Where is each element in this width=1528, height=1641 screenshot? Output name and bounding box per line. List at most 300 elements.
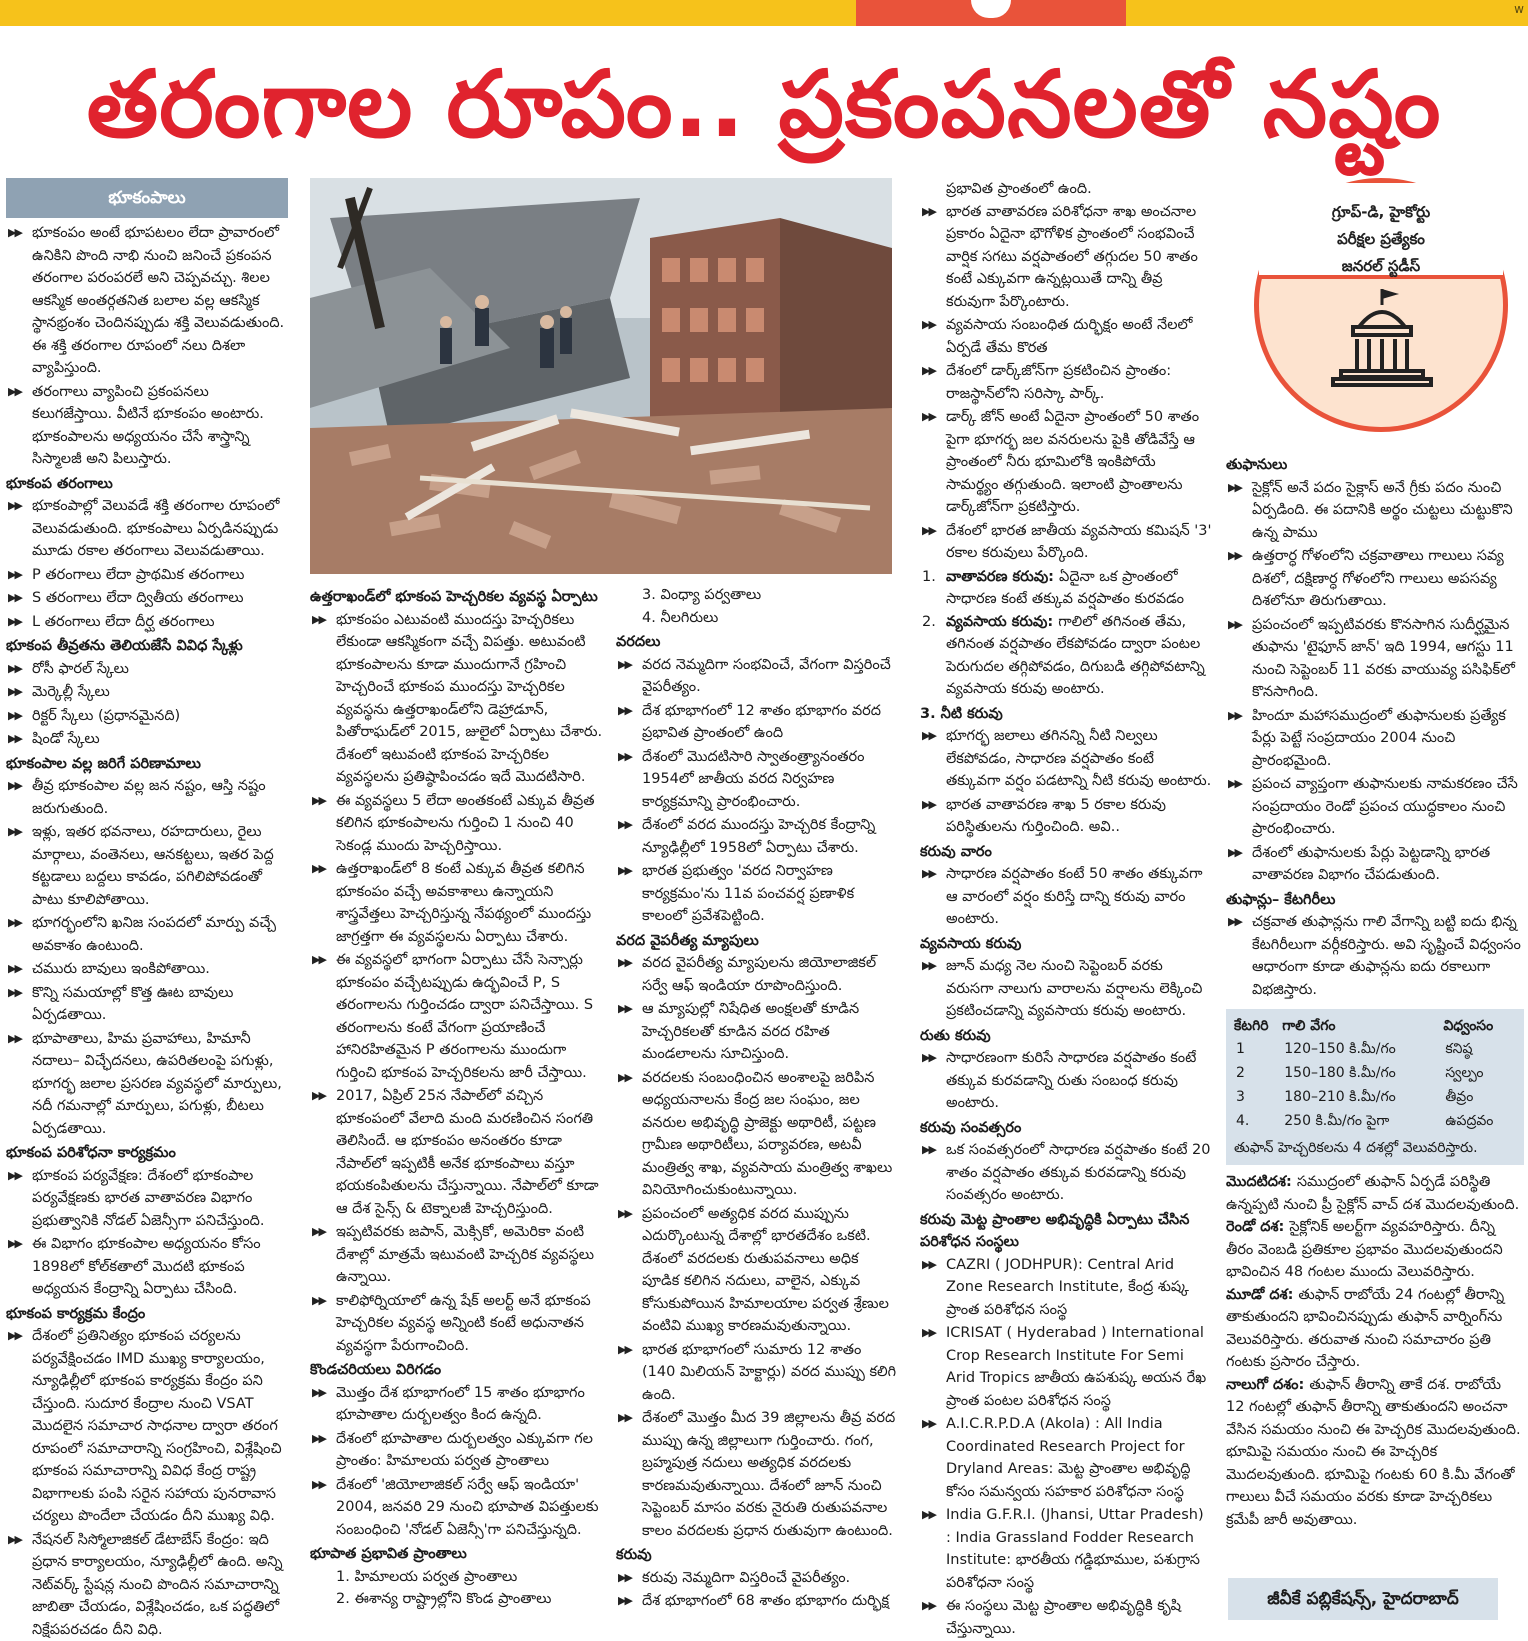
- double-arrow-icon: ▶▶: [922, 725, 935, 748]
- list-item: [920, 360, 1212, 405]
- site-mark: w: [1514, 2, 1524, 16]
- list-item-text: ఈ వ్యవస్థలు 5 లేదా అంతకంటే ఎక్కువ తీవ్రత కలిగిన భూకంపాలను గుర్తించి 1 నుంచి 40 సెకండ్ల ముందు హెచ్చరిస్తాయి.: [336, 793, 595, 854]
- list-item: [616, 1339, 898, 1407]
- list-item-text: తీవ్ర భూకంపాల వల్ల జన నష్టం, ఆస్తి నష్టం జరుగుతుంది.: [32, 778, 266, 817]
- item-number: 2.: [922, 611, 936, 634]
- double-arrow-icon: ▶▶: [8, 912, 21, 935]
- double-arrow-icon: ▶▶: [1228, 773, 1241, 796]
- subheading-scales: భూకంప తీవ్రతను తెలియజేసే వివిధ స్కేళ్లు: [6, 635, 288, 658]
- intro-list: [6, 222, 288, 471]
- list-item: [6, 1325, 288, 1528]
- double-arrow-icon: ▶▶: [8, 958, 21, 981]
- list-item: [920, 1139, 1212, 1207]
- table-header-cell: కేటగిరి: [1234, 1015, 1282, 1037]
- list-item: [310, 1221, 610, 1289]
- list-item-text: A.I.C.R.P.D.A (Akola) : All India Coordinated Research Project for Dryland Areas: మెట్ట ప్రాంతాల అభివృద్ధి కోసం సమన్వయ సహకార పరిశోధనా సంస్థ: [946, 1416, 1191, 1500]
- agri-list: [920, 955, 1212, 1023]
- item-text: ఏదైనా ఒక ప్రాంతంలో సాధారణ కంటే తక్కువ వర్షపాతం కురవడం: [946, 569, 1184, 608]
- list-item: [6, 1233, 288, 1301]
- research-list: [6, 1165, 288, 1301]
- subheading-drought-year: కరువు సంవత్సరం: [920, 1117, 1212, 1140]
- list-item-text: దేశంలో తుఫానులకు పేర్లు పెట్టడాన్ని భారత వాతావరణ విభాగం చేపడుతుంది.: [1252, 845, 1490, 884]
- list-item-text: దేశంలో 'జియోలాజికల్‌ సర్వే ఆఫ్‌ ఇండియా' 2004, జనవరి 29 నుంచి భూపాత విపత్తులకు సంబంధించి 'నోడల్‌ ఏజెన్సీ'గా పనిచేస్తున్నది.: [336, 1477, 598, 1538]
- list-item-text: రోసీ ఫారల్‌ స్కేలు: [32, 661, 129, 677]
- double-arrow-icon: ▶▶: [8, 1165, 21, 1188]
- section-bar-earthquakes: భూకంపాలు: [6, 178, 288, 218]
- double-arrow-icon: ▶▶: [922, 1504, 935, 1527]
- double-arrow-icon: ▶▶: [922, 1139, 935, 1162]
- badge-line-3: జనరల్‌ స్టడీస్‌: [1259, 253, 1503, 280]
- list-item-text: దేశంలో డార్క్‌జోన్‌గా ప్రకటించిన ప్రాంతం: రాజస్థాన్‌లోని సరిస్కా పార్క్‌.: [946, 363, 1171, 402]
- list-item-text: చక్రవాత తుఫాన్లను గాలి వేగాన్ని బట్టి ఐదు భిన్న కేటగిరీలుగా వర్గీకరిస్తారు. అవి సృష్టించే విధ్వంసం ఆధారంగా కూడా తుఫాన్లను ఐదు రకాలుగా విభజిస్తారు.: [1252, 914, 1521, 998]
- list-item: [616, 998, 898, 1066]
- double-arrow-icon: ▶▶: [922, 1322, 935, 1345]
- subheading-cyclones: తుఫానులు: [1226, 454, 1524, 477]
- warning-list: [310, 609, 610, 1358]
- list-item: [6, 982, 288, 1027]
- list-item-text: దేశ భూభాగంలో 12 శాతం భూభాగం వరద ప్రభావిత ప్రాంతంలో ఉంది: [642, 703, 881, 742]
- subheading-centre: భూకంప కార్యక్రమ కేంద్రం: [6, 1303, 288, 1326]
- table-cell: 3: [1234, 1085, 1282, 1109]
- top-bar-circle: [971, 0, 1011, 18]
- double-arrow-icon: ▶▶: [8, 611, 21, 634]
- list-item: [920, 863, 1212, 931]
- subheading-season-drought: రుతు కరువు: [920, 1025, 1212, 1048]
- table-row: [1234, 1109, 1516, 1133]
- list-item-text: ఈ విభాగం భూకంపాల అధ్యయనం కోసం 1898లో కోల్‌కతాలో మొదటి భూకంప అధ్యయన కేంద్రాన్ని ఏర్పాటు చేసింది.: [32, 1236, 261, 1297]
- list-item: [616, 860, 898, 928]
- table-body: [1234, 1037, 1516, 1133]
- subheading-affected: భూపాత ప్రభావిత ప్రాంతాలు: [310, 1543, 610, 1566]
- double-arrow-icon: ▶▶: [922, 314, 935, 337]
- list-item-text: సైక్లోన్‌ అనే పదం సైక్లాస్‌ అనే గ్రీకు పదం నుంచి ఏర్పడింది. ఈ పదానికి అర్థం చుట్టలు చుట్టుకొని ఉన్న పాము: [1252, 480, 1513, 541]
- double-arrow-icon: ▶▶: [922, 201, 935, 224]
- double-arrow-icon: ▶▶: [618, 654, 631, 677]
- double-arrow-icon: ▶▶: [8, 705, 21, 728]
- double-arrow-icon: ▶▶: [618, 700, 631, 723]
- list-item-text: India G.F.R.I. (Jhansi, Uttar Pradesh) : India Grassland Fodder Research Institute: భారతీయ గడ్డిభూముల, పశుగ్రాస పరిశోధనా సంస్థ: [946, 1507, 1204, 1591]
- list-item: [616, 1203, 898, 1338]
- double-arrow-icon: ▶▶: [1228, 614, 1241, 637]
- labeled-item: [920, 611, 1212, 701]
- table-cell: 1: [1234, 1037, 1282, 1061]
- double-arrow-icon: ▶▶: [1228, 545, 1241, 568]
- affected-cont-list: [616, 584, 898, 629]
- list-item: [616, 1590, 898, 1613]
- item-label: రెండో దశ:: [1226, 1219, 1289, 1235]
- item-text: సముద్రంలో తుఫాన్‌ ఏర్పడే పరిస్థితి ఉన్నప్పటి నుంచి ప్రీ సైక్లోన్‌ వాచ్‌ దశ మొదలవుతుంది.: [1226, 1174, 1519, 1213]
- list-item-text: సాధారణ వర్షపాతం కంటే 50 శాతం తక్కువగా ఆ వారంలో వర్షం కురిస్తే దాన్ని కరువు వారం అంటారు.: [946, 866, 1202, 927]
- week-list: [920, 863, 1212, 931]
- table-row: [1234, 1085, 1516, 1109]
- list-item: [920, 1254, 1212, 1322]
- subheading-agri-drought: వ్యవసాయ కరువు: [920, 933, 1212, 956]
- list-item: [920, 1595, 1212, 1640]
- item-label: నాలుగో దశం:: [1226, 1377, 1309, 1393]
- column-earthquakes: [6, 178, 288, 1618]
- list-item-text: ఉత్తరార్ధ గోళంలోని చక్రవాతాలు గాలులు సవ్య దిశలో, దక్షిణార్ధ గోళంలోని గాలులు అపసవ్య దిశలోనూ తిరుగుతాయి.: [1252, 548, 1504, 609]
- list-item-text: ప్రపంచ వ్యాప్తంగా తుఫానులకు నామకరణం చేసే సంప్రదాయం రెండో ప్రపంచ యుద్ధకాలం నుంచి ప్రారంభించారు.: [1252, 776, 1518, 837]
- list-item: [6, 1529, 288, 1641]
- double-arrow-icon: ▶▶: [8, 222, 21, 245]
- season-list: [920, 1047, 1212, 1115]
- list-item-text: దేశంలో వరద ముందస్తు హెచ్చరిక కేంద్రాన్ని న్యూఢిల్లీలో 1958లో ఏర్పాటు చేశారు.: [642, 817, 875, 856]
- double-arrow-icon: ▶▶: [618, 952, 631, 975]
- table-note: తుఫాన్‌ హెచ్చరికలను 4 దశల్లో వెలువరిస్తారు.: [1234, 1137, 1516, 1159]
- item-text: సైక్లోనిక్‌ అలర్ట్‌గా వ్యవహరిస్తారు. దీన్ని తీరం వెంబడి ప్రతికూల ప్రభావం మొదలవుతుందని భావించిన 48 గంటల ముందు వెలువరిస్తారు.: [1226, 1219, 1503, 1280]
- list-item: [1226, 705, 1524, 773]
- double-arrow-icon: ▶▶: [8, 821, 21, 844]
- item-text: తుఫాన్‌ రాబోయే 24 గంటల్లో తీరాన్ని తాకుతుందని భావించినప్పుడు తుఫాన్‌ వార్నింగ్‌ను వెలువరిస్తారు. తరువాత నుంచి సమాచారం ప్రతి గంటకు ప్రసారం చేస్తారు.: [1226, 1287, 1504, 1371]
- drought-cont: ప్రభావిత ప్రాంతంలో ఉంది.: [920, 178, 1212, 201]
- double-arrow-icon: ▶▶: [8, 495, 21, 518]
- effects-list: [6, 775, 288, 1140]
- list-item: [920, 1047, 1212, 1115]
- list-item: [6, 1165, 288, 1233]
- list-item-text: చమురు బావులు ఇంకిపోతాయి.: [32, 961, 210, 977]
- list-item-text: షిండో స్కేలు: [32, 731, 100, 747]
- list-item: [6, 222, 288, 380]
- double-arrow-icon: ▶▶: [312, 609, 325, 632]
- list-item-text: భూగర్భంలోని ఖనిజ సంపదలో మార్పు వచ్చే అవకాశం ఉంటుంది.: [32, 915, 276, 954]
- item-text: గాలిలో తగినంత తేమ, తగినంత వర్షపాతం లేకపోవడం ద్వారా పంటల పెరుగుదల తగ్గిపోవడం, దిగుబడి తగ్గిపోవటాన్ని వ్యవసాయ కరువు అంటారు.: [946, 614, 1205, 698]
- double-arrow-icon: ▶▶: [618, 860, 631, 883]
- list-item-text: ప్రపంచంలో అత్యధిక వరద ముప్పును ఎదుర్కొంటున్న దేశాల్లో భారతదేశం ఒకటి. దేశంలో వరదలకు రుతుపవనాలు అధిక పూడిక కలిగిన నదులు, వాలైన, ఎక్కువ కోసుకుపోయిన హిమాలయాల పర్వత శ్రేణుల వంటివి ముఖ్య కారణమవుతున్నాయి.: [642, 1206, 889, 1335]
- list-item-text: భారత వాతావరణ శాఖ 5 రకాల కరువు పరిస్థితులను గుర్తించింది. అవి..: [946, 797, 1166, 836]
- list-item-text: వరద నెమ్మదిగా సంభవించే, వేగంగా విస్తరించే వైపరీత్యం.: [642, 657, 891, 696]
- list-item-text: రిక్టర్‌ స్కేలు (ప్రధానమైనది): [32, 708, 180, 724]
- table-cell: 120–150 కి.మీ/గం: [1282, 1037, 1443, 1061]
- double-arrow-icon: ▶▶: [618, 1339, 631, 1362]
- double-arrow-icon: ▶▶: [312, 1290, 325, 1313]
- list-item-text: భూకంపం అంటే భూపటలం లేదా ప్రావారంలో ఉనికిని పొంది నాభి నుంచి జనించే ప్రకంపన తరంగాల పరంపరలే అని చెప్పవచ్చు. శిలల ఆకస్మిక అంతర్గతనిత బలాల వల్ల ఆకస్మిక స్థానభ్రంశం చెందినప్పుడు శక్తి వెలువడుతుంది. ఈ శక్తి తరంగాల రూపంలో నలు దిశలా వ్యాపిస్తుంది.: [32, 225, 284, 376]
- list-item: [1226, 911, 1524, 1001]
- list-item: 2. ఈశాన్య రాష్ట్రాల్లోని కొండ ప్రాంతాలు: [310, 1588, 610, 1611]
- double-arrow-icon: ▶▶: [8, 1325, 21, 1348]
- list-item-text: ఈ సంస్థలు మెట్ట ప్రాంతాల అభివృద్ధికి కృషి చేస్తున్నాయి.: [946, 1598, 1181, 1637]
- double-arrow-icon: ▶▶: [8, 587, 21, 610]
- labeled-item: [1226, 1374, 1524, 1532]
- list-item-text: వరదలకు సంబంధించిన అంశాలపై జరిపిన అధ్యయనాలను కేంద్ర జల సంఘం, జల వనరుల అభివృద్ధి ప్రాజెక్టు అథారిటీ, పట్టణ గ్రామీణ అథారిటీలు, పర్యావరణ, అటవీ మంత్రిత్వ శాఖ, వ్యవసాయ మంత్రిత్వ శాఖలు వినియోగించుకుంటున్నాయి.: [642, 1070, 892, 1199]
- double-arrow-icon: ▶▶: [922, 406, 935, 429]
- list-item: [6, 564, 288, 587]
- item-label: వాతావరణ కరువు:: [946, 569, 1059, 585]
- subheading-water-drought: 3. నీటి కరువు: [920, 703, 1212, 726]
- double-arrow-icon: ▶▶: [8, 1028, 21, 1051]
- list-item-text: వరద వైపరీత్య మ్యాపులను జియోలాజికల్‌ సర్వే ఆఫ్‌ ఇండియా రూపొందిస్తుంది.: [642, 955, 876, 994]
- double-arrow-icon: ▶▶: [312, 1474, 325, 1497]
- double-arrow-icon: ▶▶: [922, 360, 935, 383]
- list-item-text: దేశంలో మొత్తం మీద 39 జిల్లాలను తీవ్ర వరద ముప్పు ఉన్న జిల్లాలుగా గుర్తించారు. గంగ, బ్రహ్మపుత్ర నదులు అత్యధిక వరదలకు కారణమవుతున్నాయి. దేశంలో జూన్‌ నుంచి సెప్టెంబర్‌ మాసం వరకు నైరుతి రుతుపవనాల కాలం వరదలకు ప్రధాన రుతువుగా ఉంటుంది.: [642, 1410, 895, 1539]
- badge-text: [1259, 183, 1503, 279]
- list-item-text: ఆ మ్యాపుల్లో నిషేధిత అంక్షలతో కూడిన హెచ్చరికలతో కూడిన వరద రహిత మండలాలను సూచిస్తుంది.: [642, 1001, 859, 1062]
- floods-list: [616, 654, 898, 928]
- list-item-text: ఉత్తరాఖండ్‌లో 8 కంటే ఎక్కువ తీవ్రత కలిగిన భూకంపం వచ్చే అవకాశాలు ఉన్నాయని శాస్త్రవేత్తలు హెచ్చరిస్తున్న నేపథ్యంలో ముందస్తు జాగ్రత్తగా ఈ వ్యవస్థలను ఏర్పాటు చేశారు.: [336, 861, 591, 945]
- labeled-item: [1226, 1171, 1524, 1216]
- list-item: [920, 1413, 1212, 1503]
- double-arrow-icon: ▶▶: [8, 658, 21, 681]
- warning-stages-list: [1226, 1171, 1524, 1531]
- double-arrow-icon: ▶▶: [8, 982, 21, 1005]
- list-item: [6, 1028, 288, 1141]
- list-item-text: భూగర్భ జలాలు తగినన్ని నీటి నిల్వలు లేకపోవడం, సాధారణ వర్షపాతం కంటే తక్కువగా వర్షం పడటాన్ని నీటి కరువు అంటారు.: [946, 728, 1211, 789]
- list-item: [1226, 773, 1524, 841]
- double-arrow-icon: ▶▶: [312, 858, 325, 881]
- table-cell: ఉపద్రవం: [1443, 1109, 1516, 1133]
- list-item-text: ప్రపంచంలో ఇప్పటివరకు కొనసాగిన సుదీర్ఘమైన తుఫాను 'టైఫూన్‌ జాన్‌' ఇది 1994, ఆగస్టు 11 నుంచి సెప్టెంబర్‌ 11 వరకు వాయువ్య పసిఫిక్‌లో కొనసాగింది.: [1252, 617, 1515, 701]
- list-item-text: ICRISAT ( Hyderabad ) International Crop Research Institute For Semi Arid Tropics జాతీయ ఉపశుష్క అయన రేఖ ప్రాంత పంటల పరిశోధన సంస్థ: [946, 1325, 1206, 1409]
- list-item: [1226, 842, 1524, 887]
- capitol-building-icon: [1327, 287, 1437, 387]
- subheading-floods: వరదలు: [616, 631, 898, 654]
- list-item: [310, 858, 610, 948]
- double-arrow-icon: ▶▶: [8, 775, 21, 798]
- item-number: 1.: [922, 566, 936, 589]
- table-row: [1234, 1037, 1516, 1061]
- list-item-text: భారత వాతావరణ పరిశోధనా శాఖ అంచనాల ప్రకారం ఏదైనా భౌగోళిక ప్రాంతంలో సంభవించే వార్షిక సగటు వర్షపాతంలో తగ్గుదల 50 శాతం కంటే ఎక్కువగా ఉన్నట్లయితే దాన్ని తీవ్ర కరువుగా పేర్కొంటారు.: [946, 204, 1198, 310]
- list-item: [310, 1474, 610, 1542]
- double-arrow-icon: ▶▶: [618, 1407, 631, 1430]
- double-arrow-icon: ▶▶: [8, 381, 21, 404]
- list-item-text: P తరంగాలు లేదా ప్రాథమిక తరంగాలు: [32, 567, 244, 583]
- list-item-text: డార్క్‌ జోన్‌ అంటే ఏదైనా ప్రాంతంలో 50 శాతం పైగా భూగర్భ జల వనరులను పైకి తోడివేస్తే ఆ ప్రాంతంలో నీరు భూమిలోకి ఇంకిపోయే సామర్థ్యం తగ్గుతుంది. ఇలాంటి ప్రాంతాలను డార్క్‌జోన్‌గా ప్రకటిస్తారు.: [946, 409, 1199, 515]
- list-item: [6, 381, 288, 471]
- list-item: [6, 587, 288, 610]
- list-item-text: భూకంపాల్లో వెలువడే శక్తి తరంగాల రూపంలో వెలువడుతుంది. భూకంపాలు ఏర్పడినప్పుడు మూడు రకాల తరంగాలు వెలువడుతాయి.: [32, 498, 279, 559]
- collapsed-building-photo: [310, 178, 892, 574]
- categories-list: [1226, 911, 1524, 1001]
- list-item: [310, 1428, 610, 1473]
- table-row: [1234, 1061, 1516, 1085]
- double-arrow-icon: ▶▶: [922, 794, 935, 817]
- list-item: [310, 1382, 610, 1427]
- double-arrow-icon: ▶▶: [922, 1413, 935, 1436]
- labeled-item: [920, 566, 1212, 611]
- list-item: [6, 728, 288, 751]
- double-arrow-icon: ▶▶: [922, 1047, 935, 1070]
- list-item-text: L తరంగాలు లేదా దీర్ఘ తరంగాలు: [32, 614, 214, 630]
- list-item: [310, 609, 610, 789]
- maps-list: [616, 952, 898, 1542]
- scales-list: [6, 658, 288, 751]
- list-item: [6, 681, 288, 704]
- double-arrow-icon: ▶▶: [618, 1203, 631, 1226]
- list-item: [6, 495, 288, 563]
- labeled-item: [1226, 1284, 1524, 1374]
- double-arrow-icon: ▶▶: [312, 1085, 325, 1108]
- item-label: మొదటిదశ:: [1226, 1174, 1297, 1190]
- list-item: [920, 1504, 1212, 1594]
- double-arrow-icon: ▶▶: [1228, 705, 1241, 728]
- column-warning-system: [310, 584, 610, 1618]
- list-item-text: భారత భూభాగంలో సుమారు 12 శాతం (140 మిలియన్‌ హెక్టార్లు) వరద ముప్పు కలిగి ఉంది.: [642, 1342, 896, 1403]
- subheading-landslides: కొండచరియలు విరిగడం: [310, 1359, 610, 1382]
- double-arrow-icon: ▶▶: [618, 1567, 631, 1590]
- cyclone-category-table: [1226, 1009, 1524, 1165]
- list-item: [310, 1290, 610, 1358]
- list-item: [920, 314, 1212, 359]
- list-item-text: కొన్ని సమయాల్లో కొత్త ఊట బావులు ఏర్పడతాయి.: [32, 985, 233, 1024]
- list-item-text: భూపాతాలు, హిమ ప్రవాహాలు, హిమానీ నదాలు– విచ్ఛేదనలు, ఉపరితలంపై పగుళ్లు, భూగర్భ జలాల ప్రసరణ వ్యవస్థలో మార్పులు, నదీ గమనాల్లో మార్పులు, పగుళ్లు, బీటలు ఏర్పడతాయి.: [32, 1031, 282, 1137]
- list-item-text: వ్యవసాయ సంబంధిత దుర్భిక్షం అంటే నేలలో ఏర్పడే తేమ కొరత: [946, 317, 1192, 356]
- double-arrow-icon: ▶▶: [922, 1595, 935, 1618]
- double-arrow-icon: ▶▶: [8, 1233, 21, 1256]
- list-item-text: తరంగాలు వ్యాపించి ప్రకంపనలు కలుగజేస్తాయి. వీటినే భూకంపం అంటారు. భూకంపాలను అధ్యయనం చేసే శాస్త్రాన్ని సిస్మాలజీ అని పిలుస్తారు.: [32, 384, 264, 468]
- list-item-text: దేశంలో భారత జాతీయ వ్యవసాయ కమిషన్‌ '3' రకాల కరువులు పేర్కొంది.: [946, 523, 1211, 562]
- double-arrow-icon: ▶▶: [618, 1067, 631, 1090]
- list-item: [6, 611, 288, 634]
- column-floods: [616, 584, 898, 1618]
- double-arrow-icon: ▶▶: [618, 1590, 631, 1613]
- list-item: 3. వింధ్యా పర్వతాలు: [616, 584, 898, 607]
- list-item: [310, 1085, 610, 1220]
- list-item-text: కాలిఫోర్నియాలో ఉన్న షేక్‌ అలర్ట్‌ అనే భూకంప హెచ్చరికల వ్యవస్థ అన్నింటి కంటే అధునాతన వ్యవస్థగా పేరుగాంచింది.: [336, 1293, 591, 1354]
- institutes-list: [920, 1254, 1212, 1641]
- list-item: [6, 658, 288, 681]
- table-cell: 150–180 కి.మీ/గం: [1282, 1061, 1443, 1085]
- list-item: [920, 794, 1212, 839]
- list-item-text: భూకంప పర్యవేక్షణ: దేశంలో భూకంపాల పర్యవేక్షణకు భారత వాతావరణ విభాగం ప్రభుత్వానికి నోడల్‌ ఏజెన్సీగా పనిచేస్తుంది.: [32, 1168, 265, 1229]
- double-arrow-icon: ▶▶: [922, 520, 935, 543]
- list-item: [616, 952, 898, 997]
- badge-line-2: పరీక్షల ప్రత్యేకం: [1259, 226, 1503, 253]
- top-bar-tab: [856, 0, 1126, 26]
- list-item-text: మొత్తం దేశ భూభాగంలో 15 శాతం భూభాగం భూపాతాల దుర్బలత్వం కింద ఉన్నది.: [336, 1385, 585, 1424]
- list-item: [920, 406, 1212, 519]
- list-item: [616, 700, 898, 745]
- drought-types-list: [920, 566, 1212, 701]
- badge-line-1: గ్రూప్‌-డి, హైకోర్టు: [1259, 199, 1503, 226]
- list-item-text: భారత ప్రభుత్వం 'వరద నిర్వాహణ కార్యక్రమం'ను 11వ పంచవర్ష ప్రణాళిక కాలంలో ప్రవేశపెట్టింది.: [642, 863, 854, 924]
- double-arrow-icon: ▶▶: [8, 728, 21, 751]
- list-item-text: ఒక సంవత్సరంలో సాధారణ వర్షపాతం కంటే 20 శాతం వర్షపాతం తక్కువ కురవడాన్ని కరువు సంవత్సరం అంటారు.: [946, 1142, 1210, 1203]
- drought-items-list: [920, 201, 1212, 565]
- drought-list: [616, 1567, 898, 1613]
- list-item-text: ఇప్పటివరకు జపాన్‌, మెక్సికో, అమెరికా వంటి దేశాల్లో మాత్రమే ఇటువంటి హెచ్చరిక వ్యవస్థలు ఉన్నాయి.: [336, 1224, 594, 1285]
- year-list: [920, 1139, 1212, 1207]
- list-item: [920, 955, 1212, 1023]
- table-cell: 4.: [1234, 1109, 1282, 1133]
- list-item-text: మెర్కెల్లీ స్కేలు: [32, 684, 110, 700]
- double-arrow-icon: ▶▶: [922, 1254, 935, 1277]
- list-item: [1226, 545, 1524, 613]
- list-item-text: ఇళ్లు, ఇతర భవనాలు, రహదారులు, రైలు మార్గాలు, వంతెనలు, ఆనకట్టలు, ఇతర పెద్ద కట్టడాలు బద్దలు కావడం, పగిలిపోవడంతో పాటు కూలిపోతాయి.: [32, 824, 274, 908]
- item-label: వ్యవసాయ కరువు:: [946, 614, 1058, 630]
- subheading-maps: వరద వైపరీత్య మ్యాపులు: [616, 930, 898, 953]
- subheading-institutes: కరువు మెట్ట ప్రాంతాల అభివృద్ధికి ఏర్పాటు చేసిన పరిశోధన సంస్థలు: [920, 1209, 1212, 1254]
- double-arrow-icon: ▶▶: [922, 863, 935, 886]
- item-label: మూడో దశ:: [1226, 1287, 1298, 1303]
- list-item-text: భూకంపం ఎటువంటి ముందస్తు హెచ్చరికలు లేకుండా ఆకస్మికంగా వచ్చే విపత్తు. అటువంటి భూకంపాలను కూడా ముందుగానే గ్రహించి హెచ్చరించే భూకంప ముందస్తు హెచ్చరికల వ్యవస్థను ఉత్తరాఖండ్‌లోని డెహ్రాడూన్‌, పితోరాఘడ్‌లో 2015, జులైలో ఏర్పాటు చేశారు. దేశంలో ఇటువంటి భూకంప హెచ్చరికల వ్యవస్థలను ప్రతిష్ఠాపించడం ఇదే మొదటిసారి.: [336, 612, 602, 786]
- exam-special-badge: [1254, 178, 1508, 432]
- subheading-categories: తుఫాన్లు– కేటగిరీలు: [1226, 889, 1524, 912]
- column-cyclones: [1226, 452, 1524, 1572]
- double-arrow-icon: ▶▶: [1228, 477, 1241, 500]
- publisher-credit: జీవీకే పబ్లికేషన్స్‌, హైదరాబాద్‌: [1228, 1578, 1498, 1620]
- double-arrow-icon: ▶▶: [312, 1221, 325, 1244]
- column-drought: [920, 178, 1212, 1618]
- list-item: [6, 912, 288, 957]
- subheading-drought-week: కరువు వారం: [920, 841, 1212, 864]
- list-item: [310, 790, 610, 858]
- cyclones-list: [1226, 477, 1524, 887]
- double-arrow-icon: ▶▶: [922, 955, 935, 978]
- double-arrow-icon: ▶▶: [618, 746, 631, 769]
- double-arrow-icon: ▶▶: [1228, 911, 1241, 934]
- list-item: [1226, 477, 1524, 545]
- labeled-item: [1226, 1216, 1524, 1284]
- table-cell: 180–210 కి.మీ/గం: [1282, 1085, 1443, 1109]
- list-item-text: 2017, ఏప్రిల్‌ 25న నేపాల్‌లో వచ్చిన భూకంపంలో వేలాది మంది మరణించిన సంగతి తెలిసిందే. ఆ భూకంపం అనంతరం కూడా నేపాల్‌లో ఇప్పటికీ అనేక భూకంపాలు వస్తూ భయకంపితులను చేస్తున్నాయి. నేపాల్‌లో కూడా ఆ దేశ సైన్స్‌ & టెక్నాలజీ హెచ్చరిస్తుంది.: [336, 1088, 599, 1217]
- list-item-text: సాధారణంగా కురిసే సాధారణ వర్షపాతం కంటే తక్కువ కురవడాన్ని రుతు సంబంధ కరువు అంటారు.: [946, 1050, 1196, 1111]
- list-item-text: ఈ వ్యవస్థలో భాగంగా ఏర్పాటు చేసే సెన్సార్లు భూకంపం వచ్చేటప్పుడు ఉద్భవించే P, S తరంగాలను గుర్తించడం ద్వారా పనిచేస్తాయి. S తరంగాలను కంటే వేగంగా ప్రయాణించే హానిరహితమైన P తరంగాలను ముందుగా గుర్తించి భూకంప హెచ్చరికలను జారీ చేస్తాయి.: [336, 952, 593, 1081]
- headline: తరంగాల రూపం.. ప్రకంపనలతో నష్టం: [24, 40, 1504, 170]
- list-item: [920, 201, 1212, 314]
- affected-list: [310, 1566, 610, 1611]
- subheading-warning-system: ఉత్తరాఖండ్‌లో భూకంప హెచ్చరికల వ్యవస్థ ఏర్పాటు: [310, 586, 610, 609]
- list-item: [616, 1067, 898, 1202]
- double-arrow-icon: ▶▶: [618, 814, 631, 837]
- list-item-text: దేశ భూభాగంలో 68 శాతం భూభాగం దుర్భిక్ష: [642, 1593, 889, 1609]
- table-cell: 250 కి.మీ/గం పైగా: [1282, 1109, 1443, 1133]
- table-header-row: [1234, 1015, 1516, 1037]
- table-cell: స్వల్పం: [1443, 1061, 1516, 1085]
- list-item: [6, 958, 288, 981]
- item-text: తుఫాన్‌ తీరాన్ని తాకే దశ. రాబోయే 12 గంటల్లో తుఫాన్‌ తీరాన్ని తాకుతుందని అంచనా వేసిన సమయం నుంచి ఈ హెచ్చరిక మొదలవుతుంది. భూమిపై సమయం నుంచి ఈ హెచ్చరిక మొదలవుతుంది. భూమిపై గంటకు 60 కి.మీ వేగంతో గాలులు వీచే సమయం వరకు కూడా హెచ్చరికలు క్రమేపీ జారీ అవుతాయి.: [1226, 1377, 1521, 1528]
- list-item: [920, 520, 1212, 565]
- subheading-waves: భూకంప తరంగాలు: [6, 473, 288, 496]
- subheading-drought: కరువు: [616, 1544, 898, 1567]
- water-list: [920, 725, 1212, 839]
- table-cell: తీవ్రం: [1443, 1085, 1516, 1109]
- landslides-list: [310, 1382, 610, 1542]
- list-item: [616, 1407, 898, 1542]
- table-cell: 2: [1234, 1061, 1282, 1085]
- table-header-cell: విధ్వంసం: [1443, 1015, 1516, 1037]
- list-item-text: జూన్‌ మధ్య నెల నుంచి సెప్టెంబర్‌ వరకు వరుసగా నాలుగు వారాలను వర్షాలను లెక్కించి ప్రకటించడాన్ని వ్యవసాయ కరువు అంటారు.: [946, 958, 1202, 1019]
- double-arrow-icon: ▶▶: [312, 949, 325, 972]
- list-item: [920, 725, 1212, 793]
- list-item-text: CAZRI ( JODHPUR): Central Arid Zone Research Institute, కేంద్ర శుష్క ప్రాంత పరిశోధన సంస్థ: [946, 1257, 1189, 1318]
- table-cell: కనిష్ఠ: [1443, 1037, 1516, 1061]
- subheading-effects: భూకంపాల వల్ల జరిగే పరిణామాలు: [6, 753, 288, 776]
- double-arrow-icon: ▶▶: [312, 1428, 325, 1451]
- list-item: [310, 949, 610, 1084]
- list-item: [616, 654, 898, 699]
- list-item-text: కరువు నెమ్మదిగా విస్తరించే వైపరీత్యం.: [642, 1570, 850, 1586]
- double-arrow-icon: ▶▶: [618, 998, 631, 1021]
- list-item: [616, 814, 898, 859]
- list-item: [6, 821, 288, 911]
- list-item-text: హిందూ మహాసముద్రంలో తుఫానులకు ప్రత్యేక పేర్లు పెట్టే సంప్రదాయం 2004 నుంచి ప్రారంభమైంది.: [1252, 708, 1506, 769]
- list-item: [6, 705, 288, 728]
- list-item-text: నేషనల్‌ సిస్మోలాజికల్‌ డేటాబేస్‌ కేంద్రం: ఇది ప్రధాన కార్యాలయం, న్యూఢిల్లీలో ఉంది. అన్ని నెట్‌వర్క్‌ స్టేషన్ల నుంచి పొందిన సమాచారాన్ని జాబితా చేయడం, విశ్లేషించడం, ఒక పద్ధతిలో నిక్షేపపరచడం దీని విధి.: [32, 1532, 283, 1638]
- list-item: [616, 746, 898, 814]
- top-bar: [0, 0, 1528, 26]
- double-arrow-icon: ▶▶: [8, 1529, 21, 1552]
- list-item: 1. హిమాలయ పర్వత ప్రాంతాలు: [310, 1566, 610, 1589]
- list-item: [616, 1567, 898, 1590]
- double-arrow-icon: ▶▶: [312, 1382, 325, 1405]
- list-item-text: దేశంలో ప్రతినిత్యం భూకంప చర్యలను పర్యవేక్షించడం IMD ముఖ్య కార్యాలయం, న్యూఢిల్లీలో భూకంప కార్యక్రమ కేంద్రం పని చేస్తుంది. సుదూర కేంద్రాల నుంచి VSAT మొదలైన సమాచార సాధనాల ద్వారా తరంగ రూపంలో సమాచారాన్ని సంగ్రహించి, విశ్లేషించి భూకంప సమాచారాన్ని వివిధ కేంద్ర రాష్ట్ర విభాగాలకు పంపి సరైన సహాయ పునరావాస చర్యలు పొందేలా చేయడం దీని ముఖ్య విధి.: [32, 1328, 282, 1524]
- waves-list: [6, 495, 288, 633]
- double-arrow-icon: ▶▶: [8, 681, 21, 704]
- list-item-text: S తరంగాలు లేదా ద్వితీయ తరంగాలు: [32, 590, 244, 606]
- table-header-cell: గాలి వేగం: [1282, 1015, 1443, 1037]
- double-arrow-icon: ▶▶: [8, 564, 21, 587]
- list-item: [920, 1322, 1212, 1412]
- centre-list: [6, 1325, 288, 1641]
